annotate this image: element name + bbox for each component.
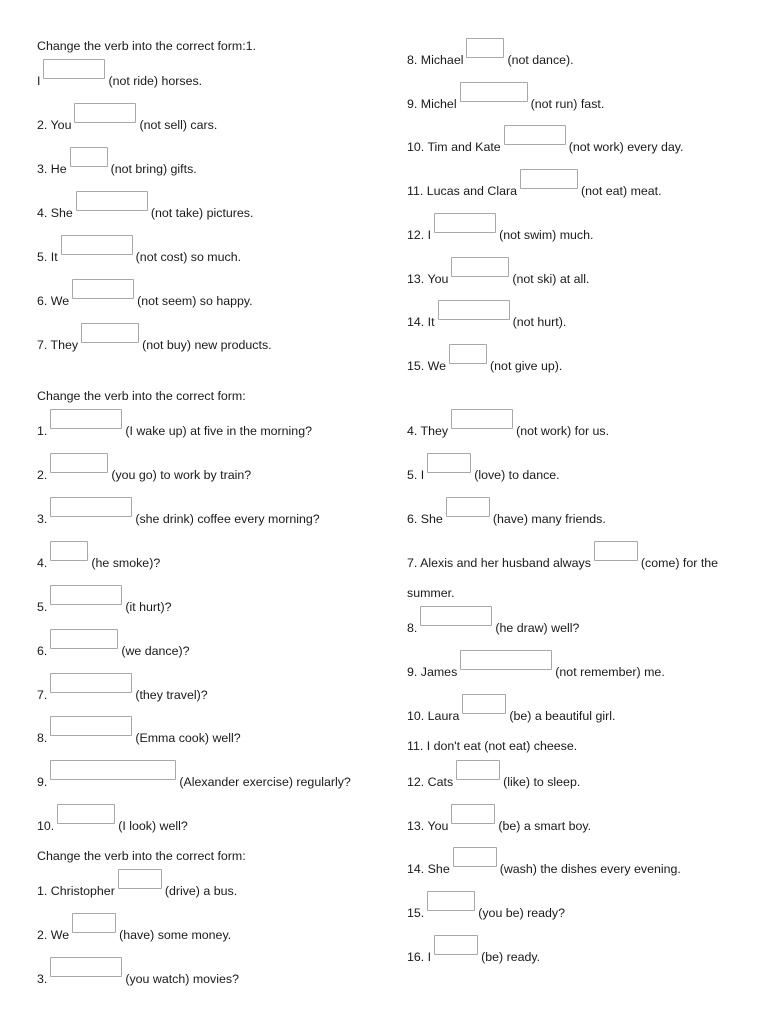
exercise-line: 5. It (not cost) so much. bbox=[37, 243, 241, 264]
exercise-line: 1. (I wake up) at five in the morning? bbox=[37, 417, 312, 438]
exercise-line: 8. (Emma cook) well? bbox=[37, 724, 241, 745]
answer-input[interactable] bbox=[462, 694, 506, 714]
answer-input[interactable] bbox=[466, 38, 504, 58]
answer-input[interactable] bbox=[438, 300, 510, 320]
answer-input[interactable] bbox=[446, 497, 490, 517]
exercise-line: 7. They (not buy) new products. bbox=[37, 331, 272, 352]
exercise-line: 15. (you be) ready? bbox=[407, 899, 565, 920]
exercise-line-continuation: summer. bbox=[407, 586, 455, 600]
exercise-line: 3. (she drink) coffee every morning? bbox=[37, 505, 320, 526]
answer-input[interactable] bbox=[50, 716, 132, 736]
section-3-heading: Change the verb into the correct form: bbox=[37, 849, 246, 863]
answer-input[interactable] bbox=[453, 847, 497, 867]
exercise-line: 9. James (not remember) me. bbox=[407, 658, 665, 679]
exercise-line: 15. We (not give up). bbox=[407, 352, 562, 373]
exercise-line: 2. (you go) to work by train? bbox=[37, 461, 251, 482]
exercise-line: 7. Alexis and her husband always (come) for the bbox=[407, 549, 718, 570]
answer-input[interactable] bbox=[61, 235, 133, 255]
exercise-line: 9. Michel (not run) fast. bbox=[407, 90, 604, 111]
exercise-line: 4. (he smoke)? bbox=[37, 549, 160, 570]
answer-input[interactable] bbox=[50, 585, 122, 605]
exercise-line: 2. We (have) some money. bbox=[37, 921, 231, 942]
answer-input[interactable] bbox=[50, 497, 132, 517]
answer-input[interactable] bbox=[81, 323, 139, 343]
answer-input[interactable] bbox=[420, 606, 492, 626]
exercise-line: 5. (it hurt)? bbox=[37, 593, 171, 614]
exercise-line: 4. They (not work) for us. bbox=[407, 417, 609, 438]
exercise-line: 9. (Alexander exercise) regularly? bbox=[37, 768, 351, 789]
answer-input[interactable] bbox=[50, 453, 108, 473]
exercise-line: 7. (they travel)? bbox=[37, 681, 208, 702]
answer-input[interactable] bbox=[427, 453, 471, 473]
answer-input[interactable] bbox=[50, 673, 132, 693]
answer-input[interactable] bbox=[50, 541, 88, 561]
answer-input[interactable] bbox=[449, 344, 487, 364]
exercise-line: 1. Christopher (drive) a bus. bbox=[37, 877, 237, 898]
exercise-line: 13. You (be) a smart boy. bbox=[407, 812, 591, 833]
exercise-line-filled: 11. I don't eat (not eat) cheese. bbox=[407, 739, 578, 753]
exercise-line: 14. She (wash) the dishes every evening. bbox=[407, 855, 681, 876]
answer-input[interactable] bbox=[456, 760, 500, 780]
answer-input[interactable] bbox=[76, 191, 148, 211]
exercise-line: 14. It (not hurt). bbox=[407, 308, 566, 329]
exercise-line: 10. (I look) well? bbox=[37, 812, 188, 833]
answer-input[interactable] bbox=[434, 213, 496, 233]
exercise-line: 12. Cats (like) to sleep. bbox=[407, 768, 580, 789]
answer-input[interactable] bbox=[50, 629, 118, 649]
answer-input[interactable] bbox=[451, 257, 509, 277]
exercise-line: 3. (you watch) movies? bbox=[37, 965, 239, 986]
answer-input[interactable] bbox=[460, 650, 552, 670]
exercise-line: 8. Michael (not dance). bbox=[407, 46, 574, 67]
exercise-line: I (not ride) horses. bbox=[37, 67, 202, 88]
exercise-line: 11. Lucas and Clara (not eat) meat. bbox=[407, 177, 662, 198]
answer-input[interactable] bbox=[74, 103, 136, 123]
answer-input[interactable] bbox=[50, 409, 122, 429]
answer-input[interactable] bbox=[57, 804, 115, 824]
answer-input[interactable] bbox=[72, 913, 116, 933]
exercise-line: 13. You (not ski) at all. bbox=[407, 265, 589, 286]
answer-input[interactable] bbox=[427, 891, 475, 911]
answer-input[interactable] bbox=[451, 804, 495, 824]
exercise-line: 16. I (be) ready. bbox=[407, 943, 540, 964]
exercise-line: 2. You (not sell) cars. bbox=[37, 111, 217, 132]
exercise-line: 10. Laura (be) a beautiful girl. bbox=[407, 702, 615, 723]
answer-input[interactable] bbox=[504, 125, 566, 145]
exercise-line: 3. He (not bring) gifts. bbox=[37, 155, 197, 176]
answer-input[interactable] bbox=[451, 409, 513, 429]
answer-input[interactable] bbox=[50, 760, 176, 780]
section-2-heading: Change the verb into the correct form: bbox=[37, 389, 246, 403]
exercise-line: 12. I (not swim) much. bbox=[407, 221, 593, 242]
exercise-line: 6. She (have) many friends. bbox=[407, 505, 606, 526]
answer-input[interactable] bbox=[70, 147, 108, 167]
answer-input[interactable] bbox=[434, 935, 478, 955]
exercise-line: 6. We (not seem) so happy. bbox=[37, 287, 253, 308]
answer-input[interactable] bbox=[43, 59, 105, 79]
answer-input[interactable] bbox=[50, 957, 122, 977]
answer-input[interactable] bbox=[460, 82, 528, 102]
exercise-line: 4. She (not take) pictures. bbox=[37, 199, 253, 220]
exercise-line: 6. (we dance)? bbox=[37, 637, 190, 658]
exercise-line: 10. Tim and Kate (not work) every day. bbox=[407, 133, 683, 154]
exercise-line: 8. (he draw) well? bbox=[407, 614, 579, 635]
answer-input[interactable] bbox=[520, 169, 578, 189]
answer-input[interactable] bbox=[72, 279, 134, 299]
answer-input[interactable] bbox=[118, 869, 162, 889]
section-1-heading: Change the verb into the correct form:1. bbox=[37, 39, 257, 53]
exercise-line: 5. I (love) to dance. bbox=[407, 461, 560, 482]
answer-input[interactable] bbox=[594, 541, 638, 561]
